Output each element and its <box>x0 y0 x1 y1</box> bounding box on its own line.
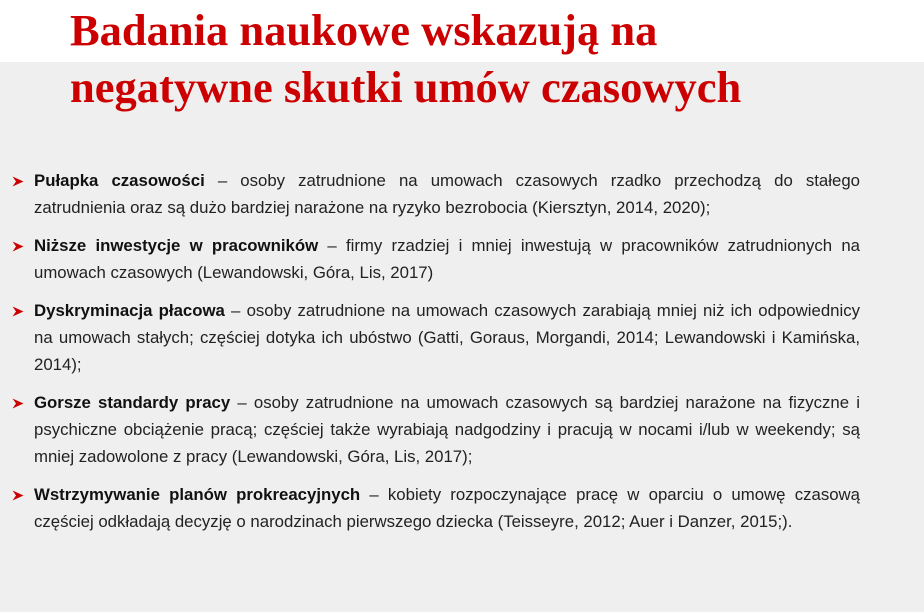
arrow-bullet-icon <box>12 306 24 317</box>
bullet-item <box>12 481 860 535</box>
bullet-term: Dyskryminacja płacowa <box>34 301 225 320</box>
bullet-item <box>12 167 860 221</box>
bullet-term: Pułapka czasowości <box>34 171 205 190</box>
arrow-bullet-icon <box>12 490 24 501</box>
bullet-item <box>12 389 860 470</box>
bullet-item <box>12 232 860 286</box>
slide-title <box>70 2 741 116</box>
bullet-item <box>12 297 860 378</box>
bullet-text: – kobiety rozpoczynające pracę w oparciu o umowę czasową częściej odkładają decyzję o narodzinach pierwszego dziecka (Teisseyre, 2012; Auer i Danzer, 2015;). <box>34 485 860 531</box>
arrow-bullet-icon <box>12 176 24 187</box>
arrow-bullet-icon <box>12 241 24 252</box>
bullet-text: – osoby zatrudnione na umowach czasowych są bardziej narażone na fizyczne i psychiczne obciążenie pracą; częściej także wyrabiają nadgodziny i pracują w nocami i/lub w weekendy; są mniej zadowolone z pracy (Lewandowski, Góra, Lis, 2017); <box>34 393 860 466</box>
arrow-bullet-icon <box>12 398 24 409</box>
bullet-text: – firmy rzadziej i mniej inwestują w pracowników zatrudnionych na umowach czasowych (Lewandowski, Góra, Lis, 2017) <box>34 236 861 282</box>
bullet-list <box>12 167 860 546</box>
bullet-text: – osoby zatrudnione na umowach czasowych zarabiają mniej niż ich odpowiednicy na umowach stałych; częściej dotyka ich ubóstwo (Gatti, Goraus, Morgandi, 2014; Lewandowski i Kamińska, 2014); <box>34 301 860 374</box>
bullet-term: Wstrzymywanie planów prokreacyjnych <box>34 485 361 504</box>
slide-title-line-2: negatywne skutki umów czasowych <box>70 62 742 112</box>
bullet-term: Gorsze standardy pracy <box>34 393 231 412</box>
slide-title-line-1: Badania naukowe wskazują na <box>70 5 658 55</box>
bullet-term: Niższe inwestycje w pracowników <box>34 236 319 255</box>
bullet-text: – osoby zatrudnione na umowach czasowych rzadko przechodzą do stałego zatrudnienia oraz są dużo bardziej narażone na ryzyko bezrobocia (Kiersztyn, 2014, 2020); <box>34 171 860 217</box>
